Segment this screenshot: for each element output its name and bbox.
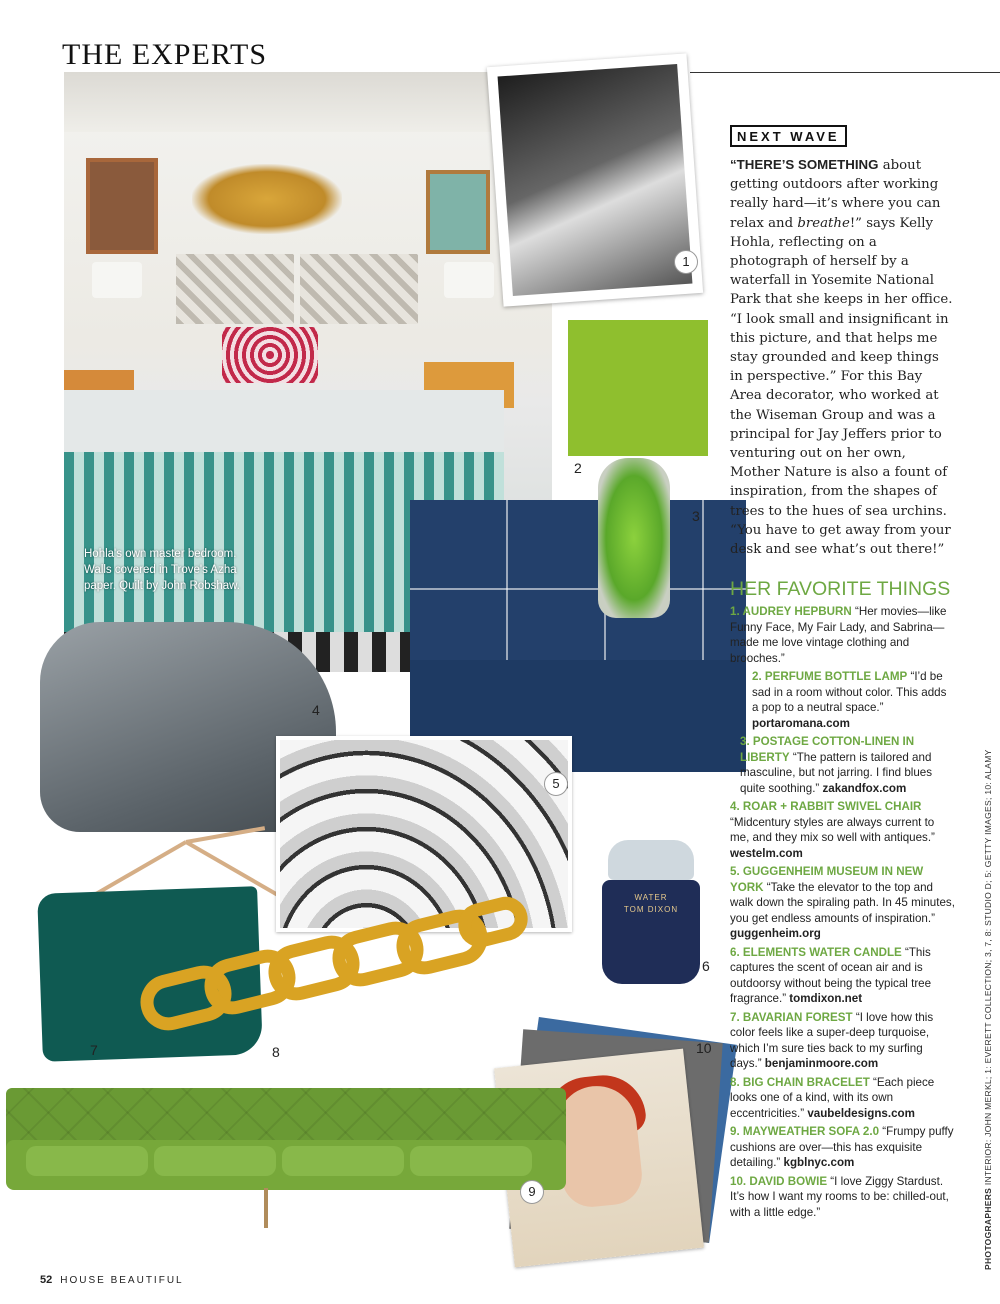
- audrey-hepburn-photo: [487, 53, 703, 306]
- intro-emphasis: breathe: [797, 215, 850, 231]
- item-number-7: 7: [90, 1042, 98, 1058]
- intro-text-b: !” says Kelly Hohla, reflecting on a photograph of herself by a waterfall in Yosemite National Park that she keeps in her office. “I look small and insignificant in this picture, and that helps me stay grounded and keep things in perspective.” For this Bay Area decorator, who worked at the Wiseman Group and was a principal for Jay Jeffers prior to venturing out on her own, Mother Nature is also a fount of inspiration, from the shapes of trees to the hues of sea urchins. “You have to get away from your desk and see what’s out there!”: [730, 215, 953, 558]
- favorite-item-3: 3. POSTAGE COTTON-LINEN IN LIBERTY “The pattern is tailored and masculine, but not jarring. I find blues quite soothing.” zakandfox.com: [740, 735, 933, 795]
- favorites-title: HER FAVORITE THINGS: [730, 578, 951, 600]
- candle-label-brand: TOM DIXON: [623, 905, 679, 914]
- perfume-bottle-lamp-base: [598, 458, 670, 618]
- mayweather-sofa: [6, 1088, 566, 1248]
- red-pillow: [222, 327, 318, 383]
- item-number-4: 4: [312, 702, 320, 718]
- favorite-item-1: 1. AUDREY HEPBURN “Her movies—like Funny Face, My Fair Lady, and Sabrina—made me love vintage clothing and brooches.”: [730, 605, 947, 665]
- table-lamp-left: [92, 262, 142, 298]
- favorite-item-9: 9. MAYWEATHER SOFA 2.0 “Frumpy puffy cushions are over—this has exquisite detailing.” kgblnyc.com: [730, 1125, 954, 1169]
- page-number: 52: [40, 1274, 53, 1286]
- header-rule: [690, 72, 1000, 73]
- intro-paragraph: [730, 155, 955, 559]
- section-title: THE EXPERTS: [62, 38, 268, 71]
- intro-lead: “THERE’S SOMETHING: [730, 157, 879, 172]
- table-lamp-right: [444, 262, 494, 298]
- item-number-6: 6: [702, 958, 710, 974]
- portrait-painting-right: [426, 170, 490, 254]
- favorites-list: [730, 604, 955, 1223]
- item-number-1: 1: [674, 250, 698, 274]
- portrait-painting-left: [86, 158, 158, 254]
- favorite-item-7: 7. BAVARIAN FOREST “I love how this color feels like a super-deep turquoise, which I’m sure ties back to my surfing days.” benjaminmoore.com: [730, 1010, 934, 1070]
- next-wave-kicker: NEXT WAVE: [730, 125, 847, 147]
- gold-sculpture: [192, 164, 342, 234]
- headboard-left: [176, 254, 294, 324]
- headboard-right: [300, 254, 418, 324]
- item-number-5: 5: [544, 772, 568, 796]
- photo-credits: PHOTOGRAPHERS INTERIOR: JOHN MERKL; 1: EVERETT COLLECTION; 3, 7, 8: STUDIO D; 5: GETTY IMAGES; 10: ALAMY: [983, 749, 993, 1270]
- favorite-item-4: 4. ROAR + RABBIT SWIVEL CHAIR “Midcentury styles are always current to me, and they mix so well with antiques.” westelm.com: [730, 800, 935, 860]
- water-candle: [596, 840, 706, 990]
- favorite-item-6: 6. ELEMENTS WATER CANDLE “This captures the scent of ocean air and is outdoorsy without being the typical tree fragrance.” tomdixon.net: [730, 945, 932, 1005]
- candle-label-water: WATER: [634, 893, 668, 902]
- favorite-item-8: 8. BIG CHAIN BRACELET “Each piece looks one of a kind, with its own eccentricities.” vaubeldesigns.com: [730, 1075, 935, 1120]
- item-number-10: 10: [696, 1040, 712, 1056]
- intro-text-a: about getting outdoors after working really hard—it’s where you can relax and: [730, 158, 941, 231]
- favorite-item-5: 5. GUGGENHEIM MUSEUM IN NEW YORK “Take the elevator to the top and walk down the spiraling path. In 45 minutes, you get endless amounts of inspiration.” guggenheim.org: [730, 865, 955, 940]
- favorite-item-2: 2. PERFUME BOTTLE LAMP “I’d be sad in a room without color. This adds a pop to a neutral space.” portaromana.com: [752, 670, 947, 730]
- lamp-shade: [568, 320, 708, 456]
- favorite-item-10: 10. DAVID BOWIE “I love Ziggy Stardust. It’s how I want my rooms to be: chilled-out, with a little edge.”: [730, 1174, 949, 1219]
- bedroom-caption: Hohla's own master bedroom. Walls covered in Trove's Azha paper. Quilt by John Robshaw.: [84, 548, 240, 592]
- magazine-name: HOUSE BEAUTIFUL: [60, 1275, 184, 1286]
- item-number-8: 8: [272, 1044, 280, 1060]
- item-number-3: 3: [692, 508, 700, 524]
- liberty-fabric-swatch: [410, 500, 746, 772]
- page-folio: [40, 1274, 184, 1286]
- item-number-2: 2: [574, 460, 582, 476]
- item-number-9: 9: [520, 1180, 544, 1204]
